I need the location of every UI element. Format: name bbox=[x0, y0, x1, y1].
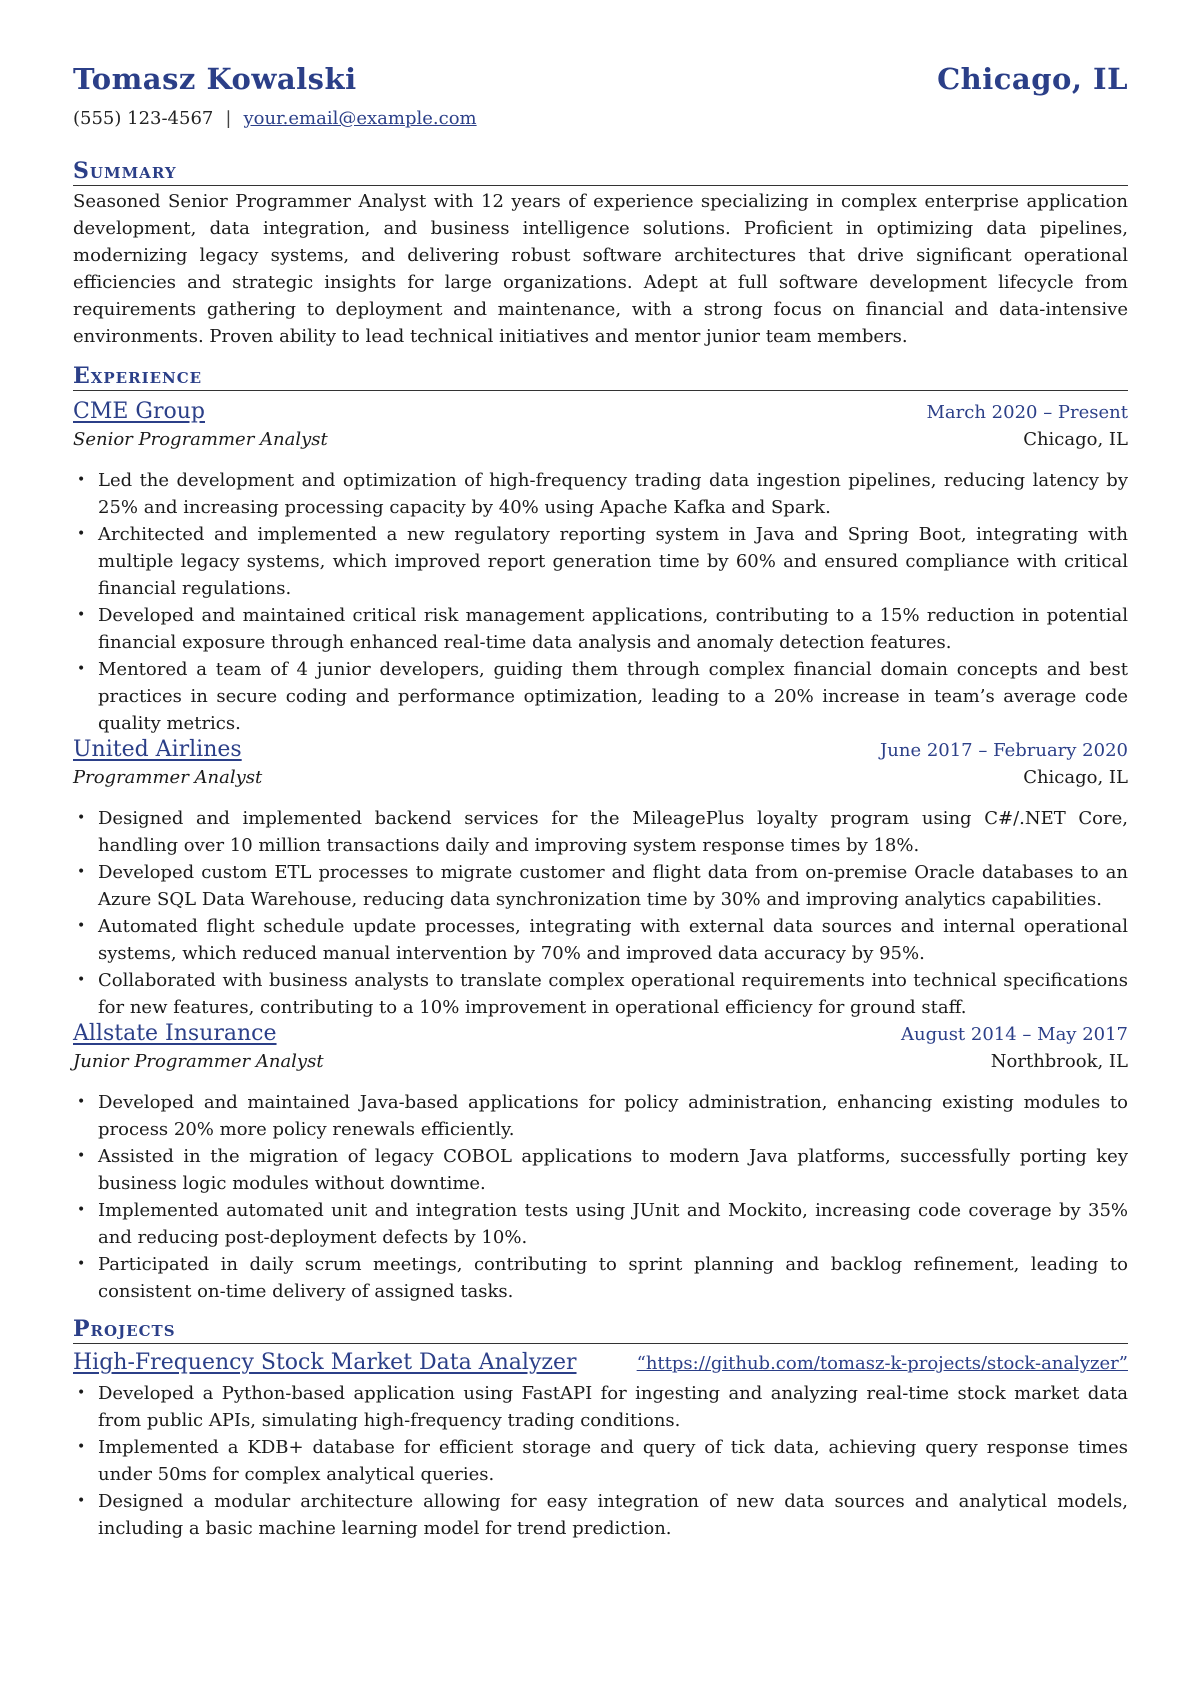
experience-heading: Experience bbox=[73, 362, 1128, 391]
job-entry bbox=[73, 737, 1128, 1021]
job-entry bbox=[73, 399, 1128, 737]
job-subheader bbox=[73, 767, 1128, 795]
summary-heading: Summary bbox=[73, 157, 1128, 186]
job-subheader bbox=[73, 429, 1128, 457]
job-location: Chicago, IL bbox=[1023, 429, 1128, 450]
list-item bbox=[73, 1197, 1128, 1251]
bullet-text: Collaborated with business analysts to translate complex operational requirements into technical specifications for new features, contributing to a 10% improvement in operational efficiency for ground staff. bbox=[98, 970, 1128, 1018]
list-item bbox=[73, 602, 1128, 656]
job-role: Programmer Analyst bbox=[73, 767, 263, 788]
job-dates: August 2014 – May 2017 bbox=[900, 1024, 1128, 1045]
project-header bbox=[73, 1350, 1128, 1380]
bullet-icon: • bbox=[77, 810, 86, 826]
bullet-icon: • bbox=[77, 1148, 86, 1164]
bullet-text: Implemented a KDB+ database for efficient storage and query of tick data, achieving query response times under 50ms for complex analytical queries. bbox=[98, 1437, 1128, 1485]
project-bullets bbox=[73, 1380, 1128, 1542]
list-item bbox=[73, 656, 1128, 737]
bullet-text: Designed a modular architecture allowing for easy integration of new data sources and analytical models, including a basic machine learning model for trend prediction. bbox=[98, 1491, 1128, 1539]
list-item bbox=[73, 1143, 1128, 1197]
project-name-link[interactable]: High-Frequency Stock Market Data Analyzer bbox=[73, 1350, 577, 1375]
list-item bbox=[73, 1380, 1128, 1434]
job-bullets bbox=[73, 805, 1128, 1021]
bullet-text: Automated flight schedule update processes, integrating with external data sources and internal operational systems, which reduced manual intervention by 70% and improved data accuracy by 95%. bbox=[98, 916, 1128, 964]
bullet-text: Architected and implemented a new regulatory reporting system in Java and Spring Boot, integrating with multiple legacy systems, which improved report generation time by 60% and ensured compliance with critical financial regulations. bbox=[98, 524, 1128, 599]
list-item bbox=[73, 913, 1128, 967]
job-entry bbox=[73, 1021, 1128, 1305]
candidate-name: Tomasz Kowalski bbox=[73, 62, 357, 96]
list-item bbox=[73, 967, 1128, 1021]
bullet-text: Implemented automated unit and integration tests using JUnit and Mockito, increasing code coverage by 35% and reducing post-deployment defects by 10%. bbox=[98, 1200, 1128, 1248]
company-name-link[interactable]: Allstate Insurance bbox=[73, 1021, 277, 1046]
projects-heading: Projects bbox=[73, 1315, 1128, 1344]
job-subheader bbox=[73, 1051, 1128, 1079]
bullet-text: Mentored a team of 4 junior developers, guiding them through complex financial domain concepts and best practices in secure coding and performance optimization, leading to a 20% increase in team’s average code quality metrics. bbox=[98, 659, 1128, 734]
list-item bbox=[73, 859, 1128, 913]
company-name-link[interactable]: United Airlines bbox=[73, 737, 242, 762]
job-role: Junior Programmer Analyst bbox=[73, 1051, 324, 1072]
bullet-icon: • bbox=[77, 472, 86, 488]
bullet-text: Developed and maintained Java-based applications for policy administration, enhancing existing modules to process 20% more policy renewals efficiently. bbox=[98, 1092, 1128, 1140]
list-item bbox=[73, 1488, 1128, 1542]
list-item bbox=[73, 521, 1128, 602]
bullet-text: Led the development and optimization of high-frequency trading data ingestion pipelines, reducing latency by 25% and increasing processing capacity by 40% using Apache Kafka and Spark. bbox=[98, 470, 1128, 518]
company-name-link[interactable]: CME Group bbox=[73, 399, 205, 424]
email-link[interactable]: your.email@example.com bbox=[243, 108, 477, 129]
bullet-icon: • bbox=[77, 1439, 86, 1455]
bullet-text: Assisted in the migration of legacy COBOL applications to modern Java platforms, successfully porting key business logic modules without downtime. bbox=[98, 1146, 1128, 1194]
resume-header bbox=[73, 62, 1128, 104]
bullet-icon: • bbox=[77, 1385, 86, 1401]
bullet-icon: • bbox=[77, 526, 86, 542]
bullet-text: Developed custom ETL processes to migrate customer and flight data from on-premise Oracle databases to an Azure SQL Data Warehouse, reducing data synchronization time by 30% and improving analytics capabilities. bbox=[98, 862, 1128, 910]
bullet-text: Participated in daily scrum meetings, contributing to sprint planning and backlog refinement, leading to consistent on-time delivery of assigned tasks. bbox=[98, 1254, 1128, 1302]
bullet-text: Developed and maintained critical risk management applications, contributing to a 15% reduction in potential financial exposure through enhanced real-time data analysis and anomaly detection features. bbox=[98, 605, 1128, 653]
bullet-icon: • bbox=[77, 1202, 86, 1218]
bullet-icon: • bbox=[77, 607, 86, 623]
job-header bbox=[73, 1021, 1128, 1051]
summary-text: Seasoned Senior Programmer Analyst with 12 years of experience specializing in complex enterprise application development, data integration, and business intelligence solutions. Proficient in optimizing data pipelines, modernizing legacy systems, and delivering robust software architectures that drive significant operational efficiencies and strategic insights for large organizations. Adept at full software development lifecycle from requirements gathering to deployment and maintenance, with a strong focus on financial and data-intensive environments. Proven ability to lead technical initiatives and mentor junior team members. bbox=[73, 191, 1128, 347]
project-url-link[interactable]: “https://github.com/tomasz-k-projects/stock-analyzer” bbox=[636, 1353, 1128, 1374]
bullet-text: Designed and implemented backend services for the MileagePlus loyalty program using C#/.NET Core, handling over 10 million transactions daily and improving system response times by 18%. bbox=[98, 808, 1128, 856]
bullet-text: Developed a Python-based application using FastAPI for ingesting and analyzing real-time stock market data from public APIs, simulating high-frequency trading conditions. bbox=[98, 1383, 1128, 1431]
job-bullets bbox=[73, 1089, 1128, 1305]
contact-line bbox=[73, 108, 1128, 129]
bullet-icon: • bbox=[77, 972, 86, 988]
job-dates: June 2017 – February 2020 bbox=[880, 740, 1128, 761]
job-header bbox=[73, 399, 1128, 429]
list-item bbox=[73, 805, 1128, 859]
bullet-icon: • bbox=[77, 661, 86, 677]
job-location: Northbrook, IL bbox=[990, 1051, 1128, 1072]
bullet-icon: • bbox=[77, 864, 86, 880]
list-item bbox=[73, 1434, 1128, 1488]
job-dates: March 2020 – Present bbox=[926, 402, 1128, 423]
job-location: Chicago, IL bbox=[1023, 767, 1128, 788]
job-role: Senior Programmer Analyst bbox=[73, 429, 328, 450]
candidate-location: Chicago, IL bbox=[937, 62, 1128, 96]
contact-separator: | bbox=[225, 108, 232, 129]
job-header bbox=[73, 737, 1128, 767]
phone-number: (555) 123-4567 bbox=[73, 108, 214, 129]
bullet-icon: • bbox=[77, 1094, 86, 1110]
job-bullets bbox=[73, 467, 1128, 737]
bullet-icon: • bbox=[77, 918, 86, 934]
list-item bbox=[73, 1089, 1128, 1143]
list-item bbox=[73, 1251, 1128, 1305]
resume-page bbox=[73, 62, 1128, 1542]
list-item bbox=[73, 467, 1128, 521]
bullet-icon: • bbox=[77, 1256, 86, 1272]
bullet-icon: • bbox=[77, 1493, 86, 1509]
